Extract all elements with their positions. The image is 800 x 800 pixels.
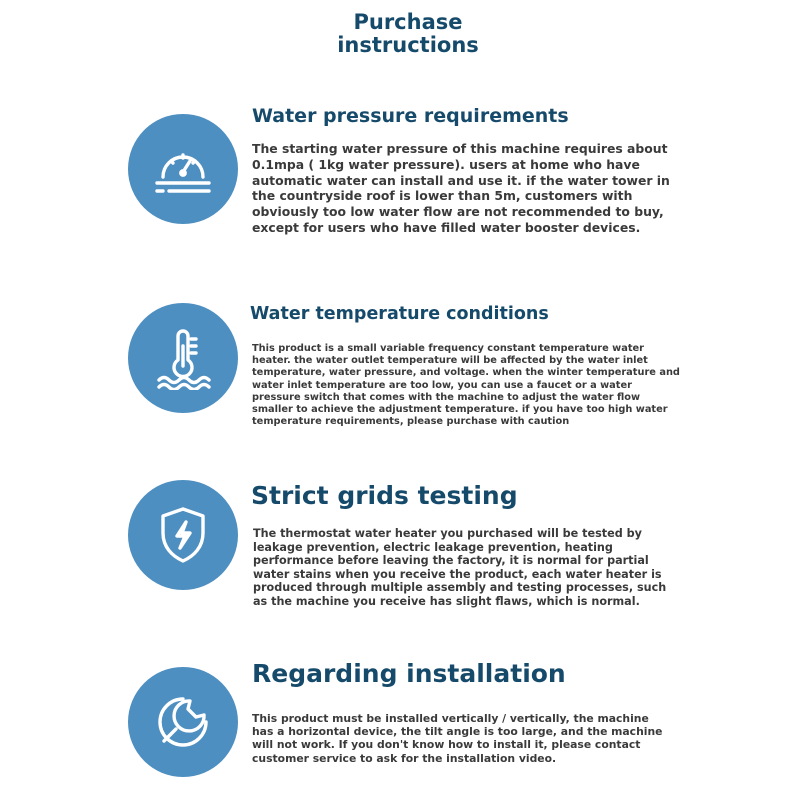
section-body: This product must be installed vertically / vertically, the machine has a horizontal device, the tilt angle is too large, and the machine will not work. If you don't know how to install it, please contact customer service to ask for the installation video. <box>252 712 663 765</box>
wrench-icon <box>154 693 212 751</box>
section-heading: Water pressure requirements <box>252 105 569 127</box>
section-body: The thermostat water heater you purchased will be tested by leakage prevention, electric leakage prevention, heating performance before leaving the factory, it is normal for partial water stains when you receive the product, each water heater is produced through multiple assembly and testing processes, such as the machine you receive has slight flaws, which is normal. <box>253 527 667 608</box>
page-title-text: Purchase instructions <box>337 10 479 57</box>
section-heading: Water temperature conditions <box>250 304 549 324</box>
wrench-icon-circle <box>128 667 238 777</box>
thermometer-icon <box>153 326 213 390</box>
section-heading: Regarding installation <box>252 659 566 688</box>
section-body: The starting water pressure of this machine requires about 0.1mpa ( 1kg water pressure). users at home who have automatic water can install and use it. if the water tower in the countryside roof is lower than 5m, customers with obviously too low water flow are not recommended to buy, except for users who have filled water booster devices. <box>252 141 670 235</box>
section-heading: Strict grids testing <box>251 481 518 510</box>
shield-lightning-icon <box>155 505 211 565</box>
gauge-icon <box>153 139 213 199</box>
section-body: This product is a small variable frequency constant temperature water heater. the water outlet temperature will be affected by the water inlet temperature, water pressure, and voltage. when the winter temperature and water inlet temperature are too low, you can use a faucet or a water pressure switch that comes with the machine to adjust the water flow smaller to achieve the adjustment temperature. if you have too high water temperature requirements, please purchase with caution <box>252 343 680 428</box>
page-title <box>0 11 800 57</box>
gauge-icon-circle <box>128 114 238 224</box>
thermometer-icon-circle <box>128 303 238 413</box>
shield-lightning-icon-circle <box>128 480 238 590</box>
